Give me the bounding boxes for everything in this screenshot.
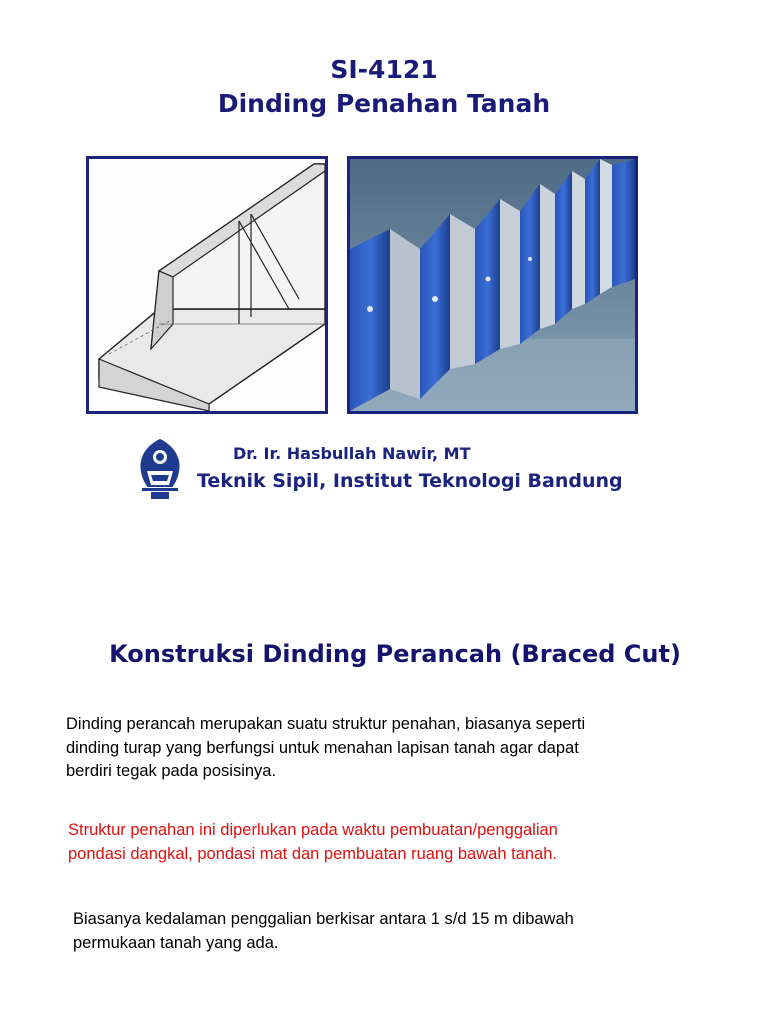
text-line: berdiri tegak pada posisinya.: [66, 762, 277, 780]
text-line: permukaan tanah yang ada.: [73, 933, 279, 952]
text-line: pondasi dangkal, pondasi mat dan pembuatan ruang bawah tanah.: [68, 844, 557, 863]
section-heading: Konstruksi Dinding Perancah (Braced Cut): [109, 640, 681, 668]
itb-logo: [133, 437, 187, 501]
author-name: Dr. Ir. Hasbullah Nawir, MT: [233, 444, 471, 463]
text-line: Struktur penahan ini diperlukan pada waktu pembuatan/penggalian: [68, 821, 558, 839]
paragraph-definition: [66, 713, 706, 784]
retaining-wall-illustration: [86, 156, 328, 414]
sheet-pile-photo: [347, 156, 638, 414]
text-line: Dinding perancah merupakan suatu struktur penahan, biasanya seperti: [66, 715, 586, 733]
paragraph-usage: [68, 819, 708, 866]
course-title: Dinding Penahan Tanah: [217, 89, 551, 118]
affiliation: Teknik Sipil, Institut Teknologi Bandung: [197, 470, 623, 492]
text-line: dinding turap yang berfungsi untuk menahan lapisan tanah agar dapat: [66, 738, 579, 757]
text-line: Biasanya kedalaman penggalian berkisar antara 1 s/d 15 m dibawah: [73, 910, 574, 928]
paragraph-depth: [73, 908, 713, 955]
course-code: SI-4121: [330, 55, 438, 84]
